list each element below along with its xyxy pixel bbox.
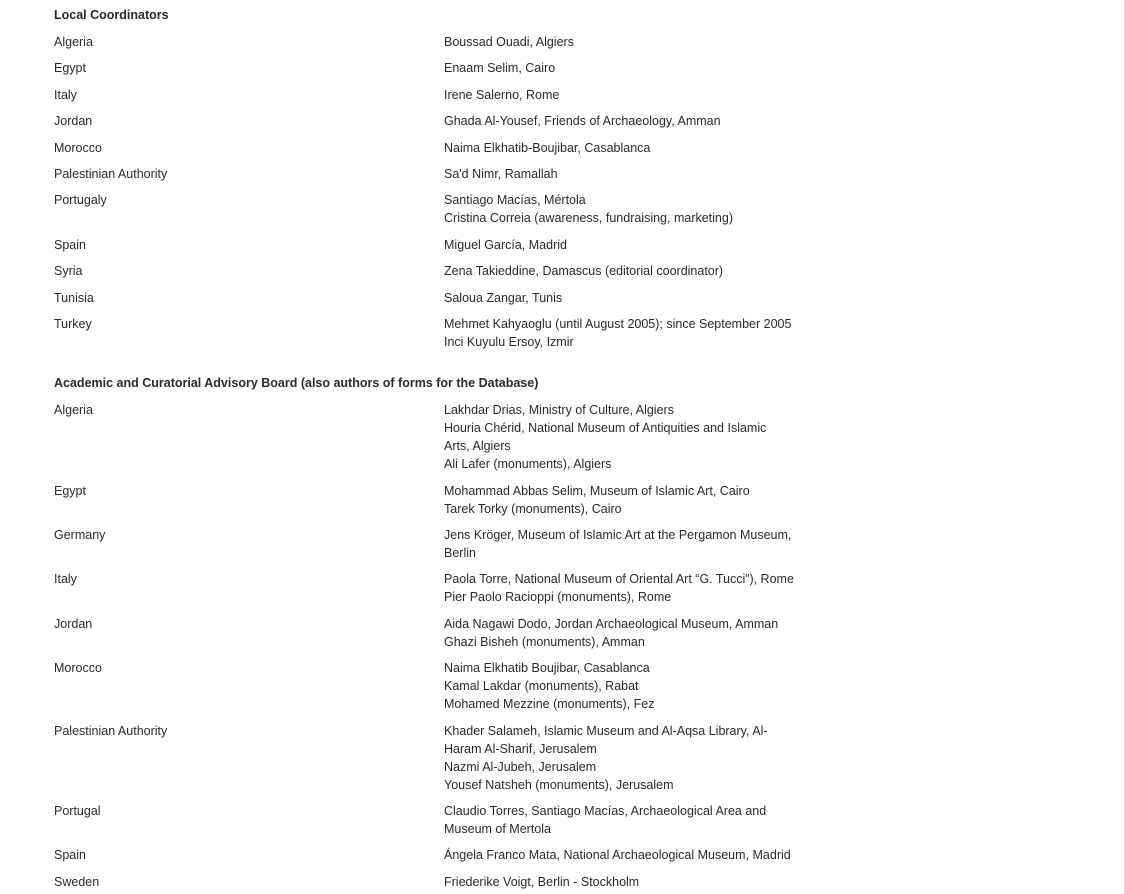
table-row bbox=[54, 615, 824, 651]
country-cell: Italy bbox=[54, 87, 77, 102]
name-line: Ghada Al-Yousef, Friends of Archaeology, Amman bbox=[444, 114, 721, 129]
name-line: Yousef Natsheh (monuments), Jerusalem bbox=[444, 777, 674, 792]
names-cell bbox=[444, 722, 808, 794]
names-cell bbox=[444, 165, 808, 183]
country-cell: Portugal bbox=[54, 804, 101, 819]
table-row bbox=[54, 802, 824, 838]
name-line: Arts, Algiers bbox=[444, 439, 511, 454]
name-line: Naima Elkhatib-Boujibar, Casablanca bbox=[444, 140, 651, 155]
name-line: Berlin bbox=[444, 546, 476, 561]
table-row bbox=[54, 315, 824, 351]
table-row bbox=[54, 570, 824, 606]
name-line: Santiago Macías, Mértola bbox=[444, 193, 586, 208]
table-row bbox=[54, 846, 824, 864]
names-cell bbox=[444, 112, 808, 130]
names-cell bbox=[444, 802, 808, 838]
section-local-coordinators bbox=[54, 6, 824, 351]
name-line: Saloua Zangar, Tunis bbox=[444, 290, 563, 305]
table-row bbox=[54, 401, 824, 473]
name-line: Inci Kuyulu Ersoy, Izmir bbox=[444, 334, 574, 349]
name-line: Naima Elkhatib Boujibar, Casablanca bbox=[444, 661, 650, 676]
name-line: Ali Lafer (monuments), Algiers bbox=[444, 457, 612, 472]
name-line: Ghazi Bisheh (monuments), Amman bbox=[444, 634, 645, 649]
name-line: Sa'd Nimr, Ramallah bbox=[444, 166, 558, 181]
table-row bbox=[54, 482, 824, 518]
name-line: Enaam Selim, Cairo bbox=[444, 61, 556, 76]
names-cell bbox=[444, 570, 808, 606]
name-line: Lakhdar Drias, Ministry of Culture, Algiers bbox=[444, 403, 674, 418]
names-cell bbox=[444, 526, 808, 562]
names-cell bbox=[444, 289, 808, 307]
name-line: Houria Chérid, National Museum of Antiquities and Islamic bbox=[444, 421, 767, 436]
name-line: Tarek Torky (monuments), Cairo bbox=[444, 501, 622, 516]
section-rows bbox=[54, 33, 824, 351]
country-cell: Tunisia bbox=[54, 290, 94, 305]
document-page bbox=[54, 6, 824, 894]
names-cell bbox=[444, 401, 808, 473]
names-cell bbox=[444, 482, 808, 518]
country-cell: Palestinian Authority bbox=[54, 723, 168, 738]
table-row bbox=[54, 165, 824, 183]
country-cell: Egypt bbox=[54, 483, 86, 498]
country-cell: Jordan bbox=[54, 114, 93, 129]
table-row bbox=[54, 191, 824, 227]
name-line: Irene Salerno, Rome bbox=[444, 87, 560, 102]
table-row bbox=[54, 722, 824, 794]
names-cell bbox=[444, 59, 808, 77]
table-row bbox=[54, 526, 824, 562]
name-line: Zena Takieddine, Damascus (editorial coordinator) bbox=[444, 264, 724, 279]
country-cell: Syria bbox=[54, 264, 83, 279]
names-cell bbox=[444, 846, 808, 864]
name-line: Cristina Correia (awareness, fundraising, marketing) bbox=[444, 211, 734, 226]
country-cell: Egypt bbox=[54, 61, 86, 76]
name-line: Miguel García, Madrid bbox=[444, 237, 567, 252]
country-cell: Germany bbox=[54, 528, 106, 543]
name-line: Aida Nagawi Dodo, Jordan Archaeological Museum, Amman bbox=[444, 616, 779, 631]
country-cell: Algeria bbox=[54, 35, 93, 49]
name-line: Mohamed Mezzine (monuments), Fez bbox=[444, 697, 655, 712]
country-cell: Palestinian Authority bbox=[54, 166, 168, 181]
names-cell bbox=[444, 139, 808, 157]
names-cell bbox=[444, 659, 808, 713]
country-cell: Spain bbox=[54, 848, 86, 863]
names-cell bbox=[444, 315, 808, 351]
names-cell bbox=[444, 615, 808, 651]
country-cell: Italy bbox=[54, 572, 77, 587]
table-row bbox=[54, 139, 824, 157]
names-cell bbox=[444, 86, 808, 104]
table-row bbox=[54, 289, 824, 307]
names-cell bbox=[444, 873, 808, 891]
section-rows bbox=[54, 401, 824, 891]
table-row bbox=[54, 873, 824, 891]
names-cell bbox=[444, 33, 808, 51]
name-line: Pier Paolo Racioppi (monuments), Rome bbox=[444, 590, 672, 605]
name-line: Friederike Voigt, Berlin - Stockholm bbox=[444, 874, 640, 889]
name-line: Kamal Lakdar (monuments), Rabat bbox=[444, 679, 639, 694]
table-row bbox=[54, 262, 824, 280]
country-cell: Algeria bbox=[54, 403, 93, 418]
country-cell: Turkey bbox=[54, 316, 92, 331]
country-cell: Portugaly bbox=[54, 193, 107, 208]
name-line: Jens Kröger, Museum of Islamic Art at the Pergamon Museum, bbox=[444, 528, 792, 543]
name-line: Paola Torre, National Museum of Oriental Art “G. Tucci”), Rome bbox=[444, 572, 794, 587]
name-line: Boussad Ouadi, Algiers bbox=[444, 35, 574, 49]
country-cell: Sweden bbox=[54, 874, 100, 889]
name-line: Khader Salameh, Islamic Museum and Al-Aqsa Library, Al- bbox=[444, 723, 768, 738]
table-row bbox=[54, 236, 824, 254]
name-line: Ángela Franco Mata, National Archaeological Museum, Madrid bbox=[444, 848, 791, 863]
table-row bbox=[54, 59, 824, 77]
section-title: Local Coordinators bbox=[54, 8, 169, 22]
name-line: Nazmi Al-Jubeh, Jerusalem bbox=[444, 759, 597, 774]
name-line: Mohammad Abbas Selim, Museum of Islamic Art, Cairo bbox=[444, 483, 750, 498]
section-title: Academic and Curatorial Advisory Board (also authors of forms for the Database) bbox=[54, 376, 539, 391]
table-row bbox=[54, 33, 824, 51]
table-row bbox=[54, 112, 824, 130]
country-cell: Morocco bbox=[54, 140, 102, 155]
country-cell: Spain bbox=[54, 237, 86, 252]
name-line: Museum of Mertola bbox=[444, 822, 551, 837]
country-cell: Morocco bbox=[54, 661, 102, 676]
names-cell bbox=[444, 191, 808, 227]
table-row bbox=[54, 659, 824, 713]
names-cell bbox=[444, 262, 808, 280]
country-cell: Jordan bbox=[54, 616, 93, 631]
names-cell bbox=[444, 236, 808, 254]
section-spacer bbox=[54, 359, 824, 374]
section-advisory-board bbox=[54, 374, 824, 891]
name-line: Mehmet Kahyaoglu (until August 2005); since September 2005 bbox=[444, 316, 792, 331]
name-line: Haram Al-Sharif, Jerusalem bbox=[444, 741, 597, 756]
name-line: Claudio Torres, Santiago Macías, Archaeological Area and bbox=[444, 804, 767, 819]
table-row bbox=[54, 86, 824, 104]
